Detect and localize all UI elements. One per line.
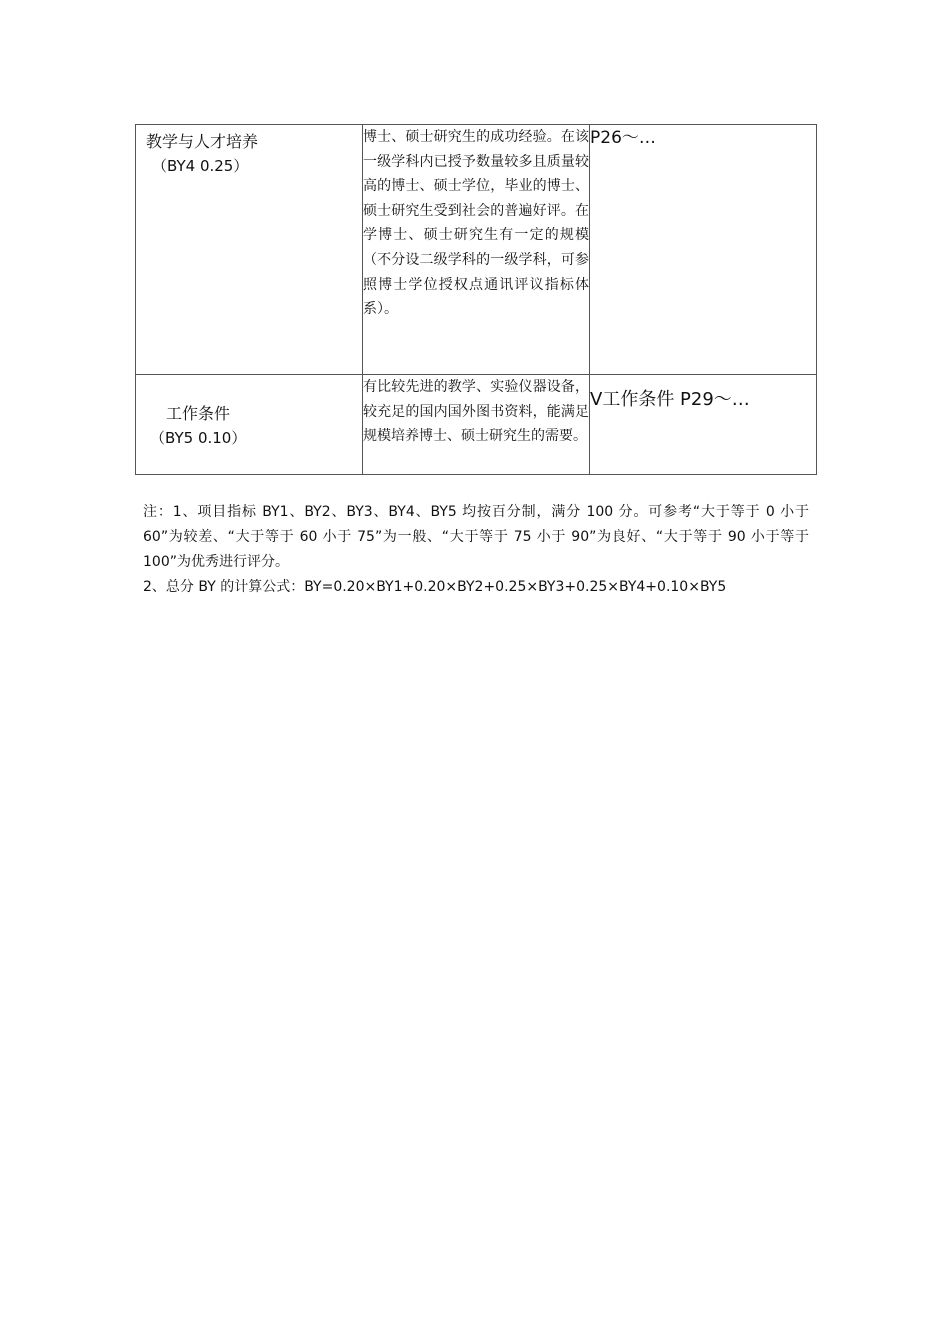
item-reference: P26～… [590,128,656,148]
note-scoring: 注：1、项目指标 BY1、BY2、BY3、BY4、BY5 均按百分制，满分 100 分。可参考“大于等于 0 小于 60”为较差、“大于等于 60 小于 75”为一般、“大于等于 75 小于 90”为良好、“大于等于 90 小于等于 100”为优秀进行评分。 [143,504,809,570]
reference-cell [590,375,817,475]
item-cell [136,375,363,475]
item-cell [136,125,363,375]
item-code: （BY5 0.10） [150,429,247,447]
item-description: 有比较先进的教学、实验仪器设备，较充足的国内国外图书资料，能满足规模培养博士、硕士研究生的需要。 [363,379,589,445]
note-formula: 2、总分 BY 的计算公式：BY=0.20×BY1+0.20×BY2+0.25×BY3+0.25×BY4+0.10×BY5 [143,579,727,595]
table-row [136,125,817,375]
description-cell [363,125,590,375]
item-name: 工作条件 [166,404,231,423]
item-code: （BY4 0.25） [152,157,249,175]
reference-cell [590,125,817,375]
description-cell [363,375,590,475]
item-reference: Ⅴ工作条件 P29～… [590,389,750,410]
notes-section [143,500,809,600]
item-description: 博士、硕士研究生的成功经验。在该一级学科内已授予数量较多且质量较高的博士、硕士学位，毕业的博士、硕士研究生受到社会的普遍好评。在学博士、硕士研究生有一定的规模（不分设二级学科的一级学科，可参照博士学位授权点通讯评议指标体系）。 [363,129,589,318]
item-name: 教学与人才培养 [146,132,259,151]
table-row [136,375,817,475]
evaluation-table [135,124,817,475]
